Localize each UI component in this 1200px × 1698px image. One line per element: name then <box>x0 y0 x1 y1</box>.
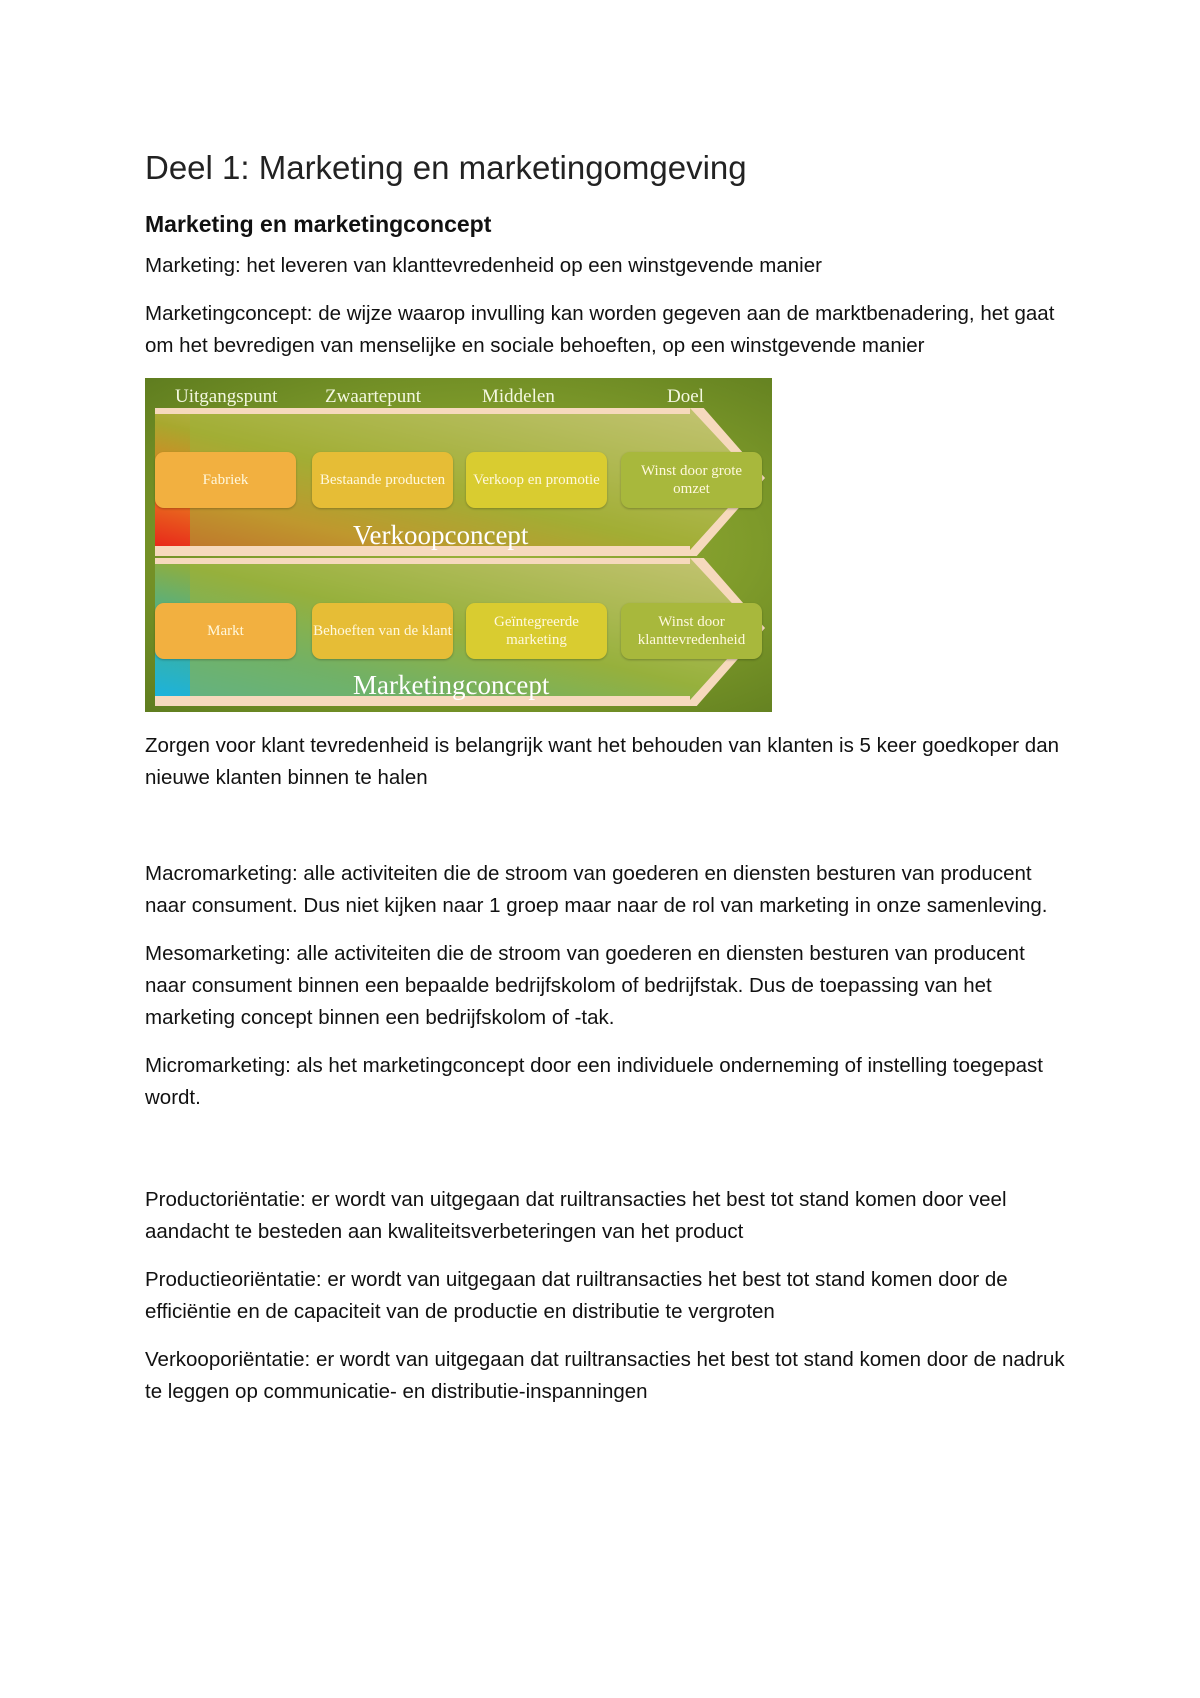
verkoop-box-winst <box>621 452 762 508</box>
marketing-box-geintegreerde-marketing <box>466 603 607 659</box>
marketing-box-winst <box>621 603 762 659</box>
diagram-header-doel: Doel <box>667 386 704 407</box>
verkoop-box-winst-label: Winst door grote omzet <box>640 463 743 497</box>
verkoopconcept-label: Verkoopconcept <box>353 520 529 550</box>
marketing-box-behoeften <box>312 603 453 659</box>
section-heading: Marketing en marketingconcept <box>145 211 492 237</box>
marketingconcept-label: Marketingconcept <box>353 670 550 700</box>
verkoop-box-fabriek <box>155 452 296 508</box>
marketing-box-winst-label: Winst door klanttevredenheid <box>637 614 746 648</box>
paragraph-klanttevredenheid: Zorgen voor klant tevredenheid is belangrijk want het behouden van klanten is 5 keer goedkoper dan nieuwe klanten binnen te halen <box>145 734 1059 789</box>
paragraph-marketingconcept: Marketingconcept: de wijze waarop invulling kan worden gegeven aan de marktbenadering, het gaat om het bevredigen van menselijke en sociale behoeften, op een winstgevende manier <box>145 302 1055 357</box>
paragraph-productorientatie: Productoriëntatie: er wordt van uitgegaan dat ruiltransacties het best tot stand komen door veel aandacht te besteden aan kwaliteitsverbeteringen van het product <box>145 1188 1007 1243</box>
page-title: Deel 1: Marketing en marketingomgeving <box>145 149 747 186</box>
paragraph-productieorientatie: Productieoriëntatie: er wordt van uitgegaan dat ruiltransacties het best tot stand komen door de efficiëntie en de capaciteit van de productie en distributie te vergroten <box>145 1268 1008 1323</box>
diagram-header-zwaartepunt: Zwaartepunt <box>325 386 422 407</box>
diagram-header-uitgangspunt: Uitgangspunt <box>175 386 278 407</box>
verkoop-box-bestaande-producten <box>312 452 453 508</box>
paragraph-marketing: Marketing: het leveren van klanttevredenheid op een winstgevende manier <box>145 254 822 277</box>
verkoop-box-bestaande-producten-label: Bestaande producten <box>319 472 446 488</box>
marketing-box-markt <box>155 603 296 659</box>
marketing-box-markt-label: Markt <box>207 623 244 639</box>
concept-diagram <box>145 378 772 712</box>
verkoop-box-verkoop-en-promotie <box>466 452 607 508</box>
verkoop-box-fabriek-label: Fabriek <box>202 472 249 488</box>
paragraph-mesomarketing: Mesomarketing: alle activiteiten die de stroom van goederen en diensten besturen van producent naar consument binnen een bepaalde bedrijfskolom of bedrijfstak. Dus de toepassing van het marketing concept binnen een bedrijfskolom of -tak. <box>145 942 1025 1029</box>
document-content <box>145 146 1065 1424</box>
diagram-header-middelen: Middelen <box>482 386 555 407</box>
marketing-box-geintegreerde-marketing-label: Geïntegreerde marketing <box>494 614 579 648</box>
paragraph-verkooporientatie: Verkooporiëntatie: er wordt van uitgegaan dat ruiltransacties het best tot stand komen door de nadruk te leggen op communicatie- en distributie-inspanningen <box>145 1348 1065 1403</box>
verkoop-box-verkoop-en-promotie-label: Verkoop en promotie <box>473 472 600 488</box>
paragraph-macromarketing: Macromarketing: alle activiteiten die de stroom van goederen en diensten besturen van producent naar consument. Dus niet kijken naar 1 groep maar naar de rol van marketing in onze samenleving. <box>145 862 1048 917</box>
marketing-box-behoeften-label: Behoeften van de klant <box>313 623 452 639</box>
paragraph-micromarketing: Micromarketing: als het marketingconcept door een individuele onderneming of instelling toegepast wordt. <box>145 1054 1043 1109</box>
